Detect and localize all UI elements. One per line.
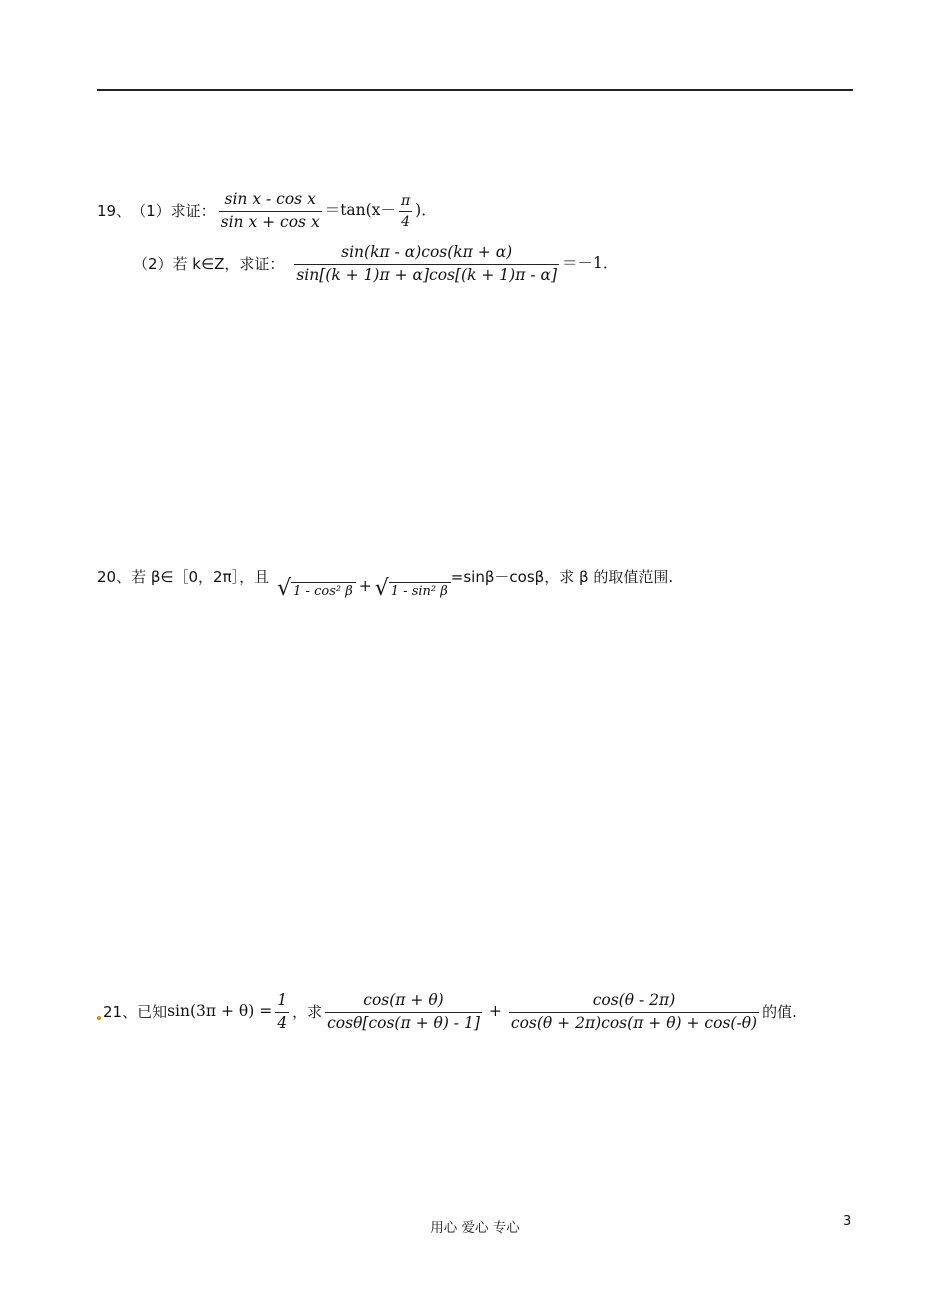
q20 [97,566,674,601]
q19-part1 [97,192,437,230]
q19-part1-label: （1）求证： [131,201,216,220]
q20-sqrt-2-radicand: 1 - sin² β [389,582,451,598]
q21-fraction-1-numerator: cos(π + θ) [363,991,444,1009]
header-rule [97,89,853,91]
q20-sqrt-2 [374,576,451,601]
q21-given-denominator: 4 [277,1013,288,1032]
q20-sqrt-1-radicand: 1 - cos² β [291,582,356,598]
q21-fraction-1 [325,993,482,1031]
q20-suffix: =sinβ－cosβ，求 β 的取值范围. [450,567,674,586]
anchor-dot-icon [97,1016,101,1020]
q19-number: 19、 [97,201,132,220]
q19-part1-rhs-fraction [399,194,412,229]
q19-part2-rhs: ＝－1． [562,254,619,273]
q21-given-numerator: 1 [277,991,288,1009]
q19-part2-fraction [294,245,559,283]
q19-part1-denominator: sin x + cos x [220,212,320,231]
q21-ask: ，求 [292,1002,323,1021]
q19-part2-label: （2）若 k∈Z，求证： [133,254,285,273]
q19-part1-rhs-post: )． [415,201,437,220]
q19-part1-rhs-numerator: π [400,192,411,209]
q21-suffix: 的值. [762,1002,797,1021]
q21-prefix: 21、已知 [103,1002,168,1021]
q19-part1-rhs-denominator: 4 [399,211,412,229]
q19-part1-numerator: sin x - cos x [224,190,316,208]
sqrt-sign-icon: √ [277,576,292,601]
q19-part2 [133,245,618,283]
q20-prefix: 20、若 β∈［0，2π］，且 [97,567,270,586]
q21-fraction-1-denominator: cosθ[cos(π + θ) - 1] [327,1013,480,1032]
q19-part2-denominator: sin[(k + 1)π + α]cos[(k + 1)π - α] [296,265,558,284]
q21-given-fraction [275,993,289,1031]
q19-part1-rhs-pre: ＝tan(x－ [324,201,396,220]
q19-part1-fraction [219,192,322,230]
q20-sqrt-1 [277,576,356,601]
q21-given-lhs: sin(3π + θ) = [167,1002,273,1021]
page-footer: 用心 爱心 专心 [430,1220,520,1236]
q19-part2-numerator: sin(kπ - α)cos(kπ + α) [341,243,513,261]
q21-plus: + [488,1002,502,1021]
q20-plus: + [358,577,372,596]
sqrt-sign-icon: √ [374,576,389,601]
q21-fraction-2-denominator: cos(θ + 2π)cos(π + θ) + cos(-θ) [510,1013,758,1032]
q21 [97,993,797,1031]
q21-fraction-2-numerator: cos(θ - 2π) [592,991,676,1009]
page-number: 3 [843,1214,852,1229]
q21-fraction-2 [509,993,759,1031]
